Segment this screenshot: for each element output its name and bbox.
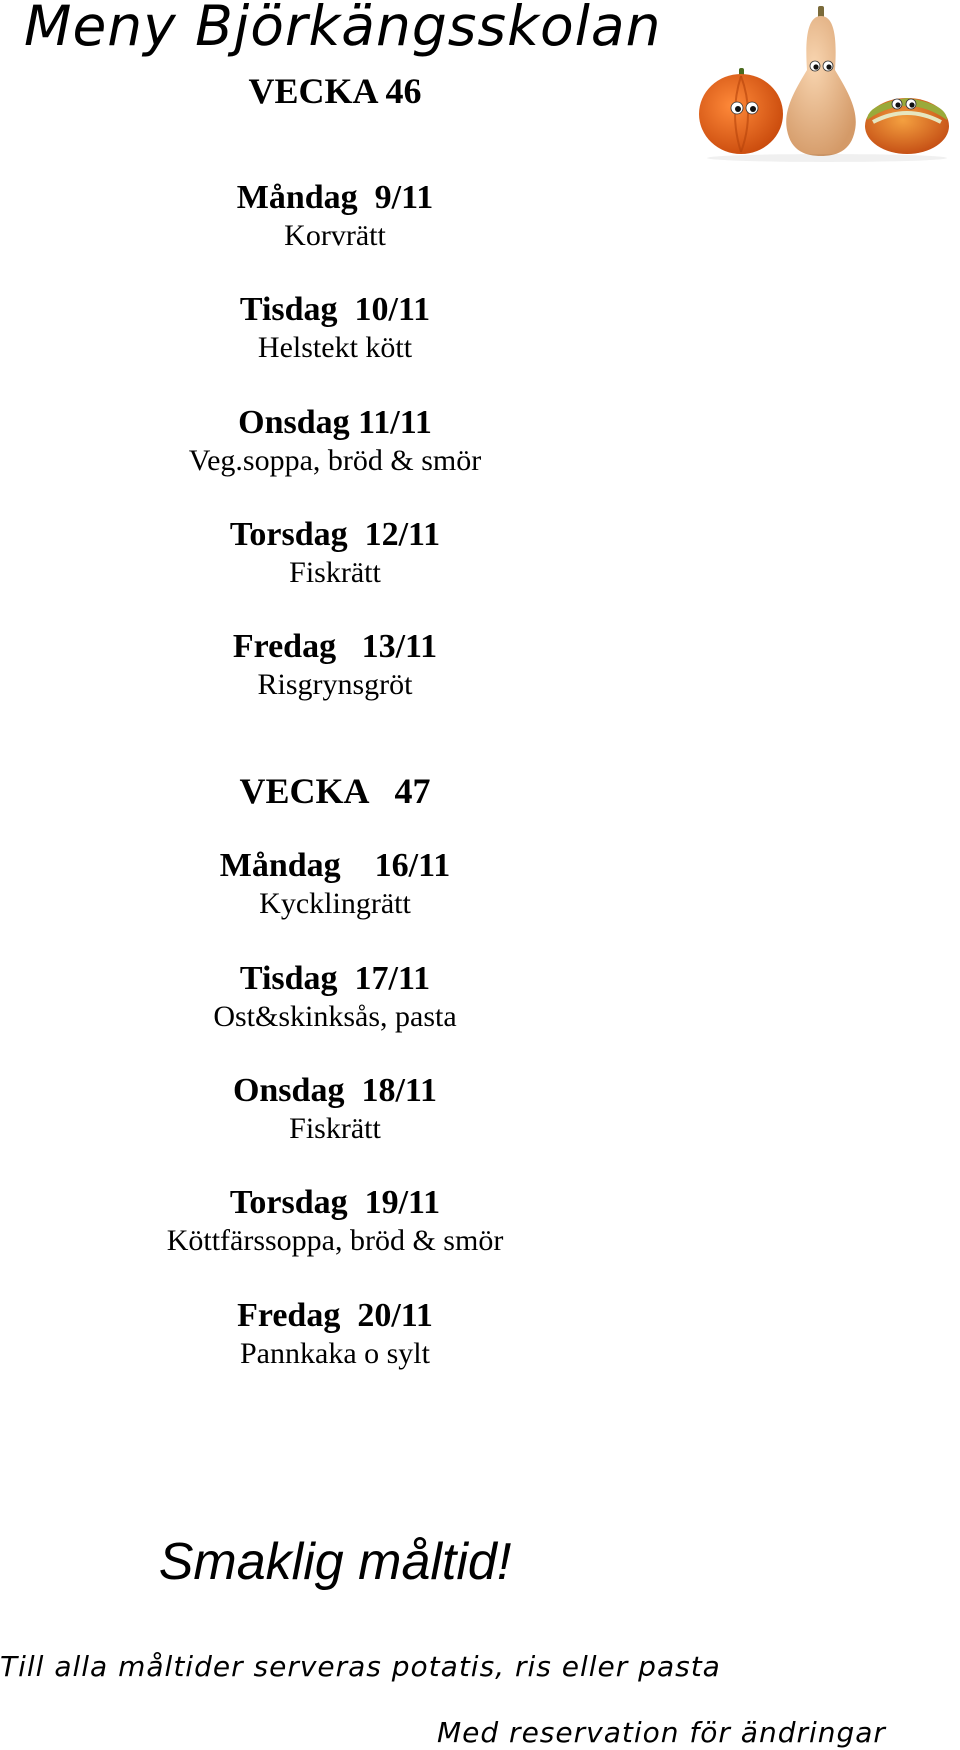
dish: Fiskrätt — [289, 1112, 381, 1145]
dish: Kycklingrätt — [259, 887, 411, 920]
dish: Pannkaka o sylt — [240, 1337, 430, 1370]
menu-day — [0, 627, 670, 703]
menu-day — [0, 959, 670, 1035]
disclaimer: Med reservation för ändringar — [437, 1716, 886, 1749]
day-date: Måndag 16/11 — [219, 847, 451, 884]
footer-note: Till alla måltider serveras potatis, ris eller pasta — [0, 1650, 721, 1683]
dish: Köttfärssoppa, bröd & smör — [166, 1224, 504, 1257]
menu-day — [0, 515, 670, 591]
day-date: Torsdag 19/11 — [229, 1184, 441, 1221]
day-date: Tisdag 10/11 — [239, 291, 431, 328]
pumpkins-illustration-icon — [695, 0, 960, 165]
dish: Veg.soppa, bröd & smör — [188, 444, 482, 477]
dish: Korvrätt — [284, 219, 386, 252]
page-title: Meny Björkängsskolan — [24, 0, 662, 58]
day-date: Fredag 20/11 — [237, 1297, 433, 1334]
dish: Helstekt kött — [257, 331, 413, 364]
closing-greeting: Smaklig måltid! — [158, 1533, 512, 1591]
menu-day — [0, 1071, 670, 1147]
menu-day — [0, 403, 670, 479]
week-46-heading: VECKA 46 — [248, 71, 422, 111]
day-date: Torsdag 12/11 — [229, 516, 441, 553]
menu-day — [0, 1296, 670, 1372]
dish: Risgrynsgröt — [257, 668, 413, 701]
day-date: Tisdag 17/11 — [239, 960, 431, 997]
day-date: Måndag 9/11 — [236, 179, 434, 216]
dish: Ost&skinksås, pasta — [213, 1000, 457, 1033]
menu-day — [0, 290, 670, 366]
menu-day — [0, 178, 670, 254]
day-date: Onsdag 18/11 — [232, 1072, 438, 1109]
week-47-heading: VECKA 47 — [239, 771, 431, 811]
menu-day — [0, 846, 670, 922]
day-date: Onsdag 11/11 — [238, 404, 432, 441]
dish: Fiskrätt — [289, 556, 381, 589]
menu-day — [0, 1183, 670, 1259]
day-date: Fredag 13/11 — [232, 628, 438, 665]
